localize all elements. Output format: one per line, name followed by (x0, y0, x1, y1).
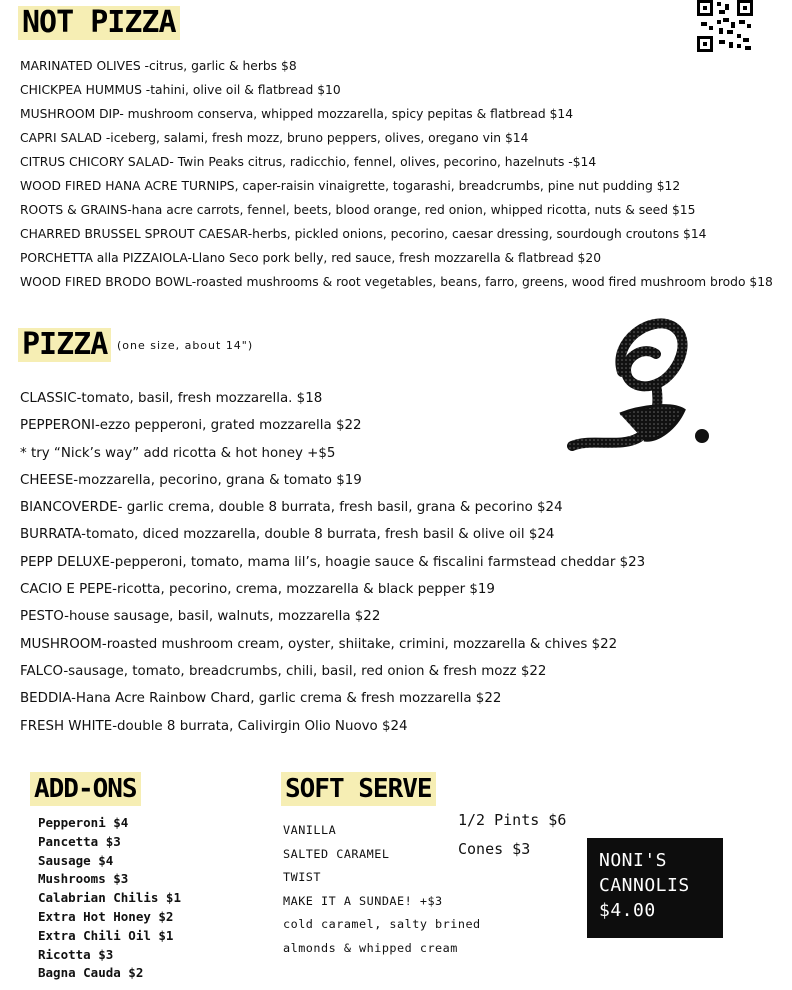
menu-item: PEPPERONI-ezzo pepperoni, grated mozzarella $22 (20, 418, 362, 434)
menu-item: MUSHROOM-roasted mushroom cream, oyster, shiitake, crimini, mozzarella & chives $22 (20, 636, 618, 652)
list-item: Extra Hot Honey $2 (38, 908, 174, 924)
menu-item: BIANCOVERDE- garlic crema, double 8 burrata, fresh basil, grana & pecorino $24 (20, 500, 563, 516)
cones-price: Cones $3 (458, 840, 531, 858)
menu-item: MARINATED OLIVES -citrus, garlic & herbs $8 (20, 59, 297, 73)
menu-item: * try “Nick’s way” add ricotta & hot honey +$5 (20, 445, 336, 461)
list-item: TWIST (283, 870, 322, 884)
list-item: Sausage $4 (38, 852, 114, 868)
list-item: Calabrian Chilis $1 (38, 890, 181, 906)
list-item: VANILLA (283, 823, 337, 837)
menu-item: CLASSIC-tomato, basil, fresh mozzarella. $18 (20, 391, 323, 406)
menu-item: PORCHETTA alla PIZZAIOLA-Llano Seco pork belly, red sauce, fresh mozzarella & flatbread $20 (20, 251, 602, 265)
pizza-heading: PIZZA (18, 328, 111, 362)
cannoli-line1: NONI'S (599, 850, 668, 871)
list-item: Ricotta $3 (38, 946, 114, 962)
list-item: Pancetta $3 (38, 833, 121, 849)
pizza-size-note: (one size, about 14") (117, 339, 254, 352)
list-item: almonds & whipped cream (283, 940, 458, 955)
list-item: cold caramel, salty brined (283, 917, 481, 931)
menu-item: PEPP DELUXE-pepperoni, tomato, mama lil’s, hoagie sauce & fiscalini farmstead cheddar $23 (20, 554, 646, 570)
menu-item: MUSHROOM DIP- mushroom conserva, whipped mozzarella, spicy pepitas & flatbread $14 (20, 107, 574, 121)
menu-item: CHICKPEA HUMMUS -tahini, olive oil & flatbread $10 (20, 83, 341, 97)
menu-item: FALCO-sausage, tomato, breadcrumbs, chili, basil, red onion & fresh mozz $22 (20, 663, 547, 679)
list-item: SALTED CARAMEL (283, 846, 390, 861)
menu-item: WOOD FIRED HANA ACRE TURNIPS, caper-raisin vinaigrette, togarashi, breadcrumbs, pine nut pudding $12 (20, 179, 681, 193)
not-pizza-heading: NOT PIZZA (18, 6, 180, 40)
add-ons-list (38, 814, 181, 983)
list-item: Bagna Cauda $2 (38, 965, 144, 981)
menu-item: CACIO E PEPE-ricotta, pecorino, crema, mozzarella & black pepper $19 (20, 582, 495, 598)
list-item: Mushrooms $3 (38, 871, 129, 887)
list-item: MAKE IT A SUNDAE! +$3 (283, 893, 443, 908)
menu-item: BEDDIA-Hana Acre Rainbow Chard, garlic crema & fresh mozzarella $22 (20, 691, 502, 707)
menu-item: CAPRI SALAD -iceberg, salami, fresh mozz, bruno peppers, olives, oregano vin $14 (20, 131, 529, 145)
add-ons-heading: ADD-ONS (30, 772, 141, 806)
list-item: Pepperoni $4 (38, 815, 129, 830)
menu-item: BURRATA-tomato, diced mozzarella, double 8 burrata, fresh basil & olive oil $24 (20, 527, 555, 543)
qr-code-icon (697, 0, 753, 52)
soft-serve-prices (458, 806, 566, 864)
menu-item: ROOTS & GRAINS-hana acre carrots, fennel, beets, blood orange, red onion, whipped ricotta, nuts & seed $15 (20, 203, 696, 217)
menu-item: CHEESE-mozzarella, pecorino, grana & tomato $19 (20, 472, 362, 488)
soft-serve-heading: SOFT SERVE (281, 772, 436, 806)
list-item: Extra Chili Oil $1 (38, 927, 174, 943)
cannoli-line2: CANNOLIS (599, 875, 690, 896)
cannoli-price: $4.00 (599, 900, 656, 921)
pizza-list (20, 385, 645, 740)
not-pizza-list (20, 54, 773, 294)
soft-serve-list (283, 819, 481, 960)
menu-item: FRESH WHITE-double 8 burrata, Calivirgin Olio Nuovo $24 (20, 718, 408, 734)
menu-item: PESTO-house sausage, basil, walnuts, mozzarella $22 (20, 609, 381, 625)
menu-item: WOOD FIRED BRODO BOWL-roasted mushrooms & root vegetables, beans, farro, greens, wood fired mushroom brodo $18 (20, 275, 773, 289)
menu-item: CITRUS CHICORY SALAD- Twin Peaks citrus, radicchio, fennel, olives, pecorino, hazelnuts -$14 (20, 155, 597, 169)
cannoli-box (587, 838, 723, 938)
half-pint-price: 1/2 Pints $6 (458, 811, 567, 829)
menu-item: CHARRED BRUSSEL SPROUT CAESAR-herbs, pickled onions, pecorino, caesar dressing, sourdough croutons $14 (20, 227, 707, 241)
